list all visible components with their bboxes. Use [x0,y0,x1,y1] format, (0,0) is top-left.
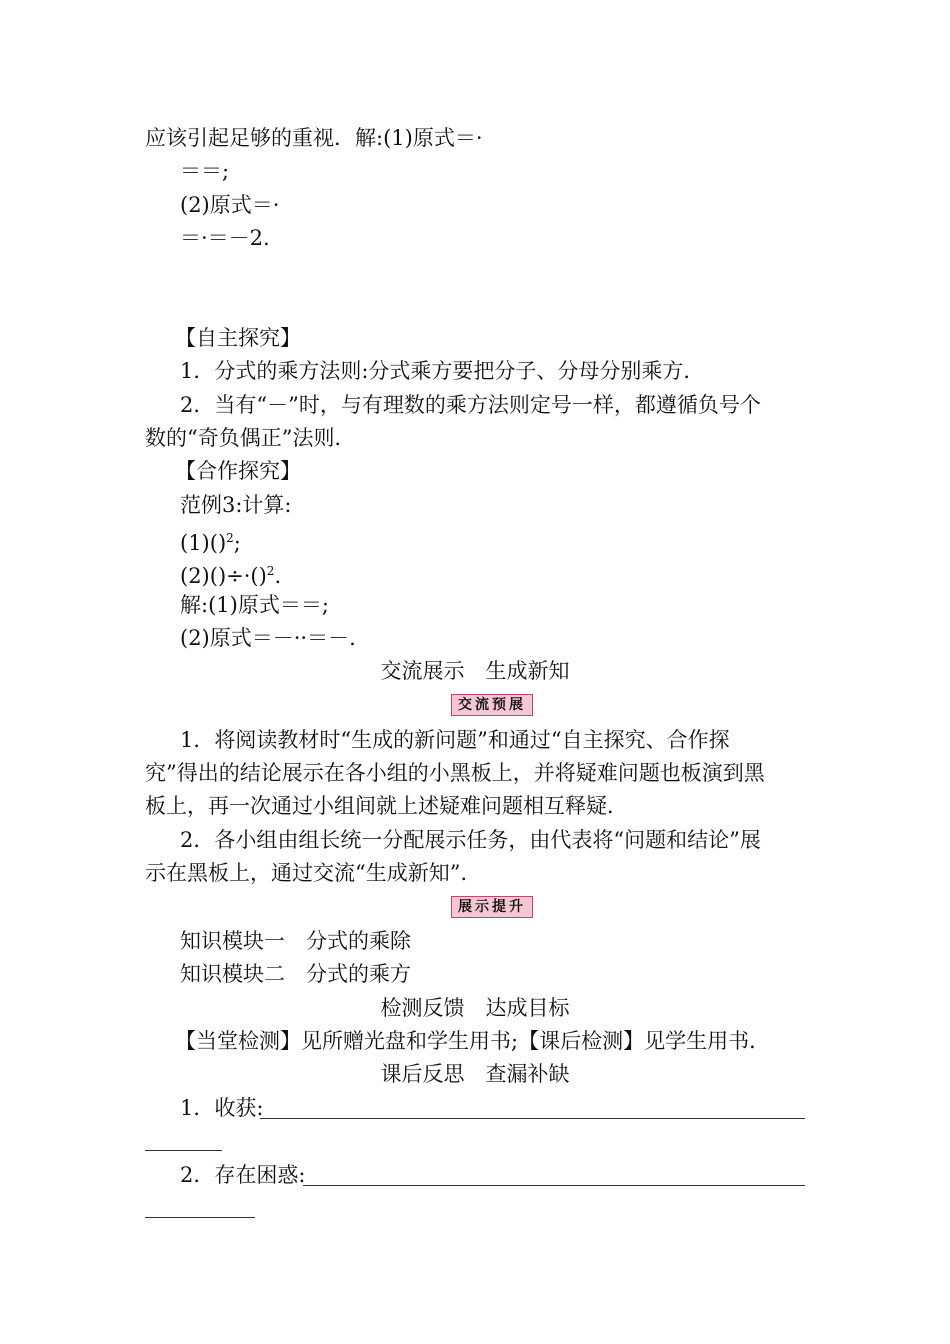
jiaoliu-item-2a: 2．各小组由组长统一分配展示任务，由代表将“问题和结论”展 [180,828,761,852]
harvest-blank-line-continued [145,1150,222,1151]
example-item-1: (1)()$^2$; [180,531,241,555]
jiaoliu-item-1c: 板上，再一次通过小组间就上述疑难问题相互释疑． [145,794,628,818]
zizhu-item-1: 1．分式的乘方法则:分式乘方要把分子、分母分别乘方． [180,359,705,383]
harvest-blank-line [260,1118,805,1119]
harvest-label: 1．收获: [180,1096,264,1120]
jiaoliu-item-1b: 究”得出的结论展示在各小组的小黑板上，并将疑难问题也板演到黑 [145,761,765,785]
text-line-2: ＝＝; [180,159,230,183]
badge-jiaoliu-yuzhan: 交流预展 [451,694,533,716]
zizhu-item-2a: 2．当有“－”时，与有理数的乘方法则定号一样，都遵循负号个 [180,393,761,417]
text-line-1: 应该引起足够的重视．解:(1)原式＝· [145,126,483,150]
section-heading-hezuo: 【合作探究】 [175,459,301,483]
section-title-jiaoliu: 交流展示 生成新知 [380,659,570,683]
jiaoliu-item-2b: 示在黑板上，通过交流“生成新知”． [145,861,482,885]
section-title-fansi: 课后反思 查漏补缺 [380,1062,570,1086]
confusion-label: 2．存在困惑: [180,1163,306,1187]
example-title: 范例3:计算: [180,493,292,517]
confusion-blank-line [303,1185,805,1186]
knowledge-module-1: 知识模块一 分式的乘除 [180,929,411,953]
check-line: 【当堂检测】见所赠光盘和学生用书;【课后检测】见学生用书． [175,1029,771,1053]
example-item-2: (2)()÷·()$^2$. [180,564,282,588]
solution-line-1: 解:(1)原式＝＝; [180,593,329,617]
text-line-3: (2)原式＝· [180,193,280,217]
knowledge-module-2: 知识模块二 分式的乘方 [180,962,411,986]
jiaoliu-item-1a: 1．将阅读教材时“生成的新问题”和通过“自主探究、合作探 [180,728,730,752]
confusion-blank-line-continued [145,1217,255,1218]
badge-zhanshi-tisheng: 展示提升 [451,896,533,918]
section-title-jiance: 检测反馈 达成目标 [380,996,570,1020]
text-line-4: ＝·＝－2. [180,226,270,250]
section-heading-zizhu: 【自主探究】 [175,326,301,350]
zizhu-item-2b: 数的“奇负偶正”法则． [145,426,356,450]
solution-line-2: (2)原式＝－··＝－. [180,626,356,650]
